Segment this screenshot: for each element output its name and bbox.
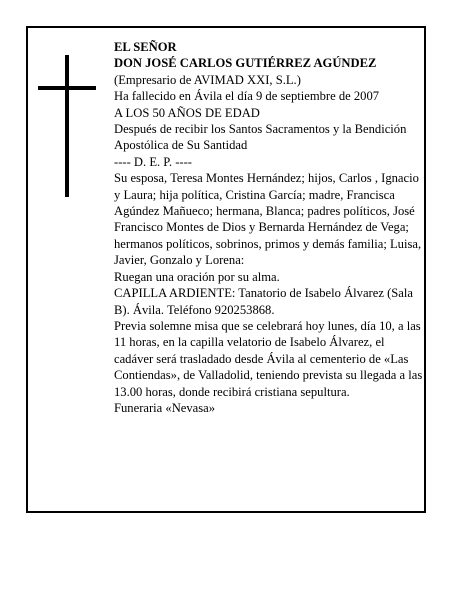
- title-line-1: EL SEÑOR: [114, 40, 177, 54]
- death-line: Ha fallecido en Ávila el día 9 de septiembre de 2007: [114, 89, 380, 104]
- cross-vertical-bar: [65, 55, 69, 197]
- age-line: A LOS 50 AÑOS DE EDAD: [114, 105, 260, 120]
- sacraments-line: Después de recibir los Santos Sacramentos y la Bendición Apostólica de Su Santidad: [114, 122, 407, 153]
- obituary-text: [114, 39, 426, 416]
- prayer-line: Ruegan una oración por su alma.: [114, 269, 280, 284]
- funeral-home-line: Funeraria «Nevasa»: [114, 400, 216, 415]
- family-paragraph: Su esposa, Teresa Montes Hernández; hijos, Carlos , Ignacio y Laura; hija política, Cristina García; madre, Francisca Agúndez Mañueco; hermana, Blanca; padres políticos, José Francisco Montes de Dios y Bernarda Hernández de Vega; hermanos políticos, sobrinos, primos y demás familia; Luisa, Javier, Gonzalo y Lorena:: [114, 171, 422, 268]
- mass-paragraph: Previa solemne misa que se celebrará hoy lunes, día 10, a las 11 horas, en la capilla velatorio de Isabelo Álvarez, el cadáver será trasladado desde Ávila al cementerio de «Las Contiendas», de Valladolid, teniendo prevista su llegada a las 13.00 horas, donde recibirá cristiana sepultura.: [114, 318, 423, 399]
- deceased-name: DON JOSÉ CARLOS GUTIÉRREZ AGÚNDEZ: [114, 56, 377, 71]
- dep-line: ---- D. E. P. ----: [114, 154, 192, 169]
- cross-horizontal-bar: [38, 86, 96, 90]
- chapel-paragraph: CAPILLA ARDIENTE: Tanatorio de Isabelo Álvarez (Sala B). Ávila. Teléfono 920253868.: [114, 286, 413, 317]
- company-line: (Empresario de AVIMAD XXI, S.L.): [114, 72, 301, 87]
